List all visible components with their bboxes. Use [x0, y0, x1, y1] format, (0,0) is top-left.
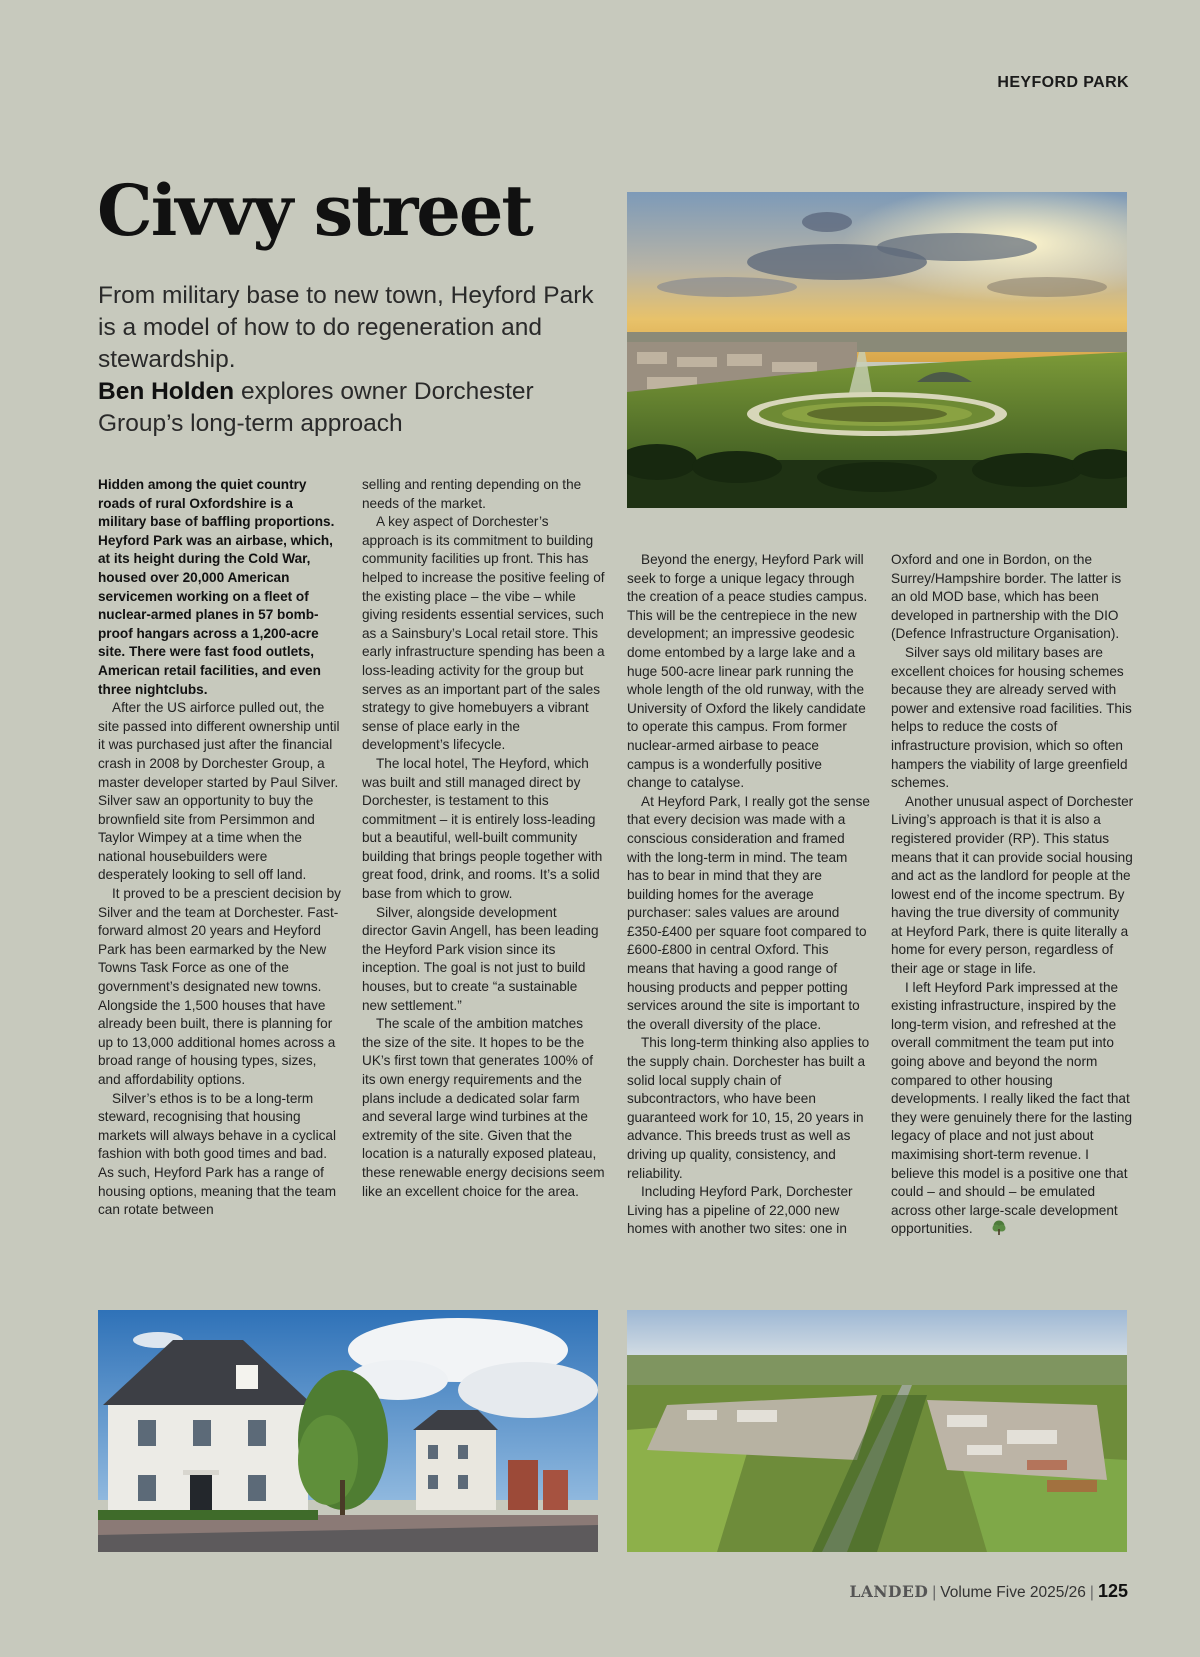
- author-name: Ben Holden: [98, 378, 235, 405]
- paragraph: Oxford and one in Bordon, on the Surrey/Hampshire border. The latter is an old MOD base, which has been developed in partnership with the DIO (Defence Infrastructure Organisation).: [891, 552, 1122, 642]
- houses-illustration: [98, 1310, 598, 1552]
- body-column-3: [627, 551, 870, 1239]
- paragraph: The local hotel, The Heyford, which was built and still managed direct by Dorchester, is testament to this commitment – it is entirely loss-leading but a beautiful, well-built community building that brings people together with great food, drink, and rooms. It’s a solid base from which to grow.: [362, 755, 603, 902]
- section-tag: HEYFORD PARK: [997, 74, 1129, 91]
- standfirst-tail: explores owner Dorchester Group’s long-term approach: [98, 378, 534, 437]
- paragraph: Beyond the energy, Heyford Park will seek to forge a unique legacy through the creation of a peace studies campus. This will be the centrepiece in the new development; an impressive geodesic dome entombed by a large lake and a huge 500-acre linear park running the whole length of the old runway, with the University of Oxford the likely candidate to operate this campus. From former nuclear-armed airbase to peace campus is a wonderfully positive change to catalyse.: [627, 552, 868, 791]
- paragraph: At Heyford Park, I really got the sense that every decision was made with a conscious consideration and framed with the long-term in mind. The team has to bear in mind that they are building homes for the average purchaser: sales values are around £350-£400 per square foot compared to £600-£800 in central Oxford. This means that having a good range of housing products and pepper potting services around the site is important to the overall diversity of the place.: [627, 793, 870, 1032]
- paragraph: After the US airforce pulled out, the site passed into different ownership until it was purchased just after the financial crash in 2008 by Dorchester Group, a master developer started by Paul Silver. Silver saw an opportunity to buy the brownfield site from Persimmon and Taylor Wimpey at a time when the national housebuilders were desperately looking to sell off land.: [98, 700, 340, 883]
- houses-image: [98, 1310, 598, 1552]
- body-column-4: [891, 551, 1134, 1242]
- body-column-1: [98, 476, 341, 1220]
- tree-icon: [977, 1220, 1007, 1242]
- body-column-2: [362, 476, 605, 1201]
- page-number: 125: [1097, 1581, 1128, 1601]
- page-footer: [849, 1581, 1128, 1602]
- magazine-brand: LANDED: [849, 1582, 929, 1601]
- standfirst-intro: From military base to new town, Heyford Park is a model of how to do regeneration and stewardship.: [98, 282, 594, 373]
- standfirst: [98, 280, 608, 440]
- paragraph: It proved to be a prescient decision by Silver and the team at Dorchester. Fast-forward almost 20 years and Heyford Park has been earmarked by the New Towns Task Force as one of the government’s designated new towns. Alongside the 1,500 houses that have already been built, there is planning for up to 13,000 additional homes across a broad range of housing types, sizes, and affordability options.: [98, 886, 341, 1087]
- paragraph: A key aspect of Dorchester’s approach is its commitment to building community facilities up front. This has helped to increase the positive feeling of the existing place – the vibe – while giving residents essential services, such as a Sainsbury’s Local retail store. This early infrastructure spending has been a loss-leading activity for the group but serves as an important part of the sales strategy to give homebuyers a vibrant sense of place early in the development’s lifecycle.: [362, 514, 605, 753]
- footer-separator: |: [1089, 1584, 1094, 1601]
- volume-label: Volume Five 2025/26: [940, 1584, 1086, 1601]
- hero-illustration: [627, 192, 1127, 508]
- lead-paragraph: Hidden among the quiet country roads of rural Oxfordshire is a military base of baffling proportions. Heyford Park was an airbase, which, at its height during the Cold War, housed over 20,000 American servicemen working on a fleet of nuclear-armed planes in 57 bomb-proof hangars across a 1,200-acre site. There were fast food outlets, American retail facilities, and even three nightclubs.: [98, 477, 335, 697]
- closing-paragraph-text: I left Heyford Park impressed at the existing infrastructure, inspired by the long-term vision, and refreshed at the overall commitment the team put into going above and beyond the norm compared to other housing developments. I really liked the fact that they were genuinely there for the lasting legacy of place and not just about maximising short-term revenue. I believe this model is a positive one that could – and should – be emulated across other large-scale development opportunities.: [891, 979, 1133, 1237]
- footer-separator: |: [932, 1584, 937, 1601]
- paragraph: The scale of the ambition matches the size of the site. It hopes to be the UK’s first town that generates 100% of its own energy requirements and the plans include a dedicated solar farm and several large wind turbines at the extremity of the site. Given that the location is a naturally exposed plateau, these renewable energy decisions seem like an excellent choice for the area.: [362, 1016, 605, 1199]
- paragraph: Another unusual aspect of Dorchester Living’s approach is that it is also a registered provider (RP). This status means that it can provide social housing and act as the landlord for people at the lowest end of the income spectrum. By having the true diversity of community at Heyford Park, there is quite literally a home for every person, regardless of their age or stage in life.: [891, 793, 1134, 977]
- paragraph: [891, 979, 1134, 1242]
- paragraph: Including Heyford Park, Dorchester Living has a pipeline of 22,000 new homes with another two sites: one in: [627, 1184, 853, 1237]
- hero-image: [627, 192, 1127, 508]
- paragraph: Silver, alongside development director Gavin Angell, has been leading the Heyford Park vision since its inception. The goal is not just to build houses, but to create “a sustainable new settlement.”: [362, 904, 599, 1013]
- paragraph: Silver’s ethos is to be a long-term steward, recognising that housing markets will always behave in a cyclical fashion with both good times and bad. As such, Heyford Park has a range of housing options, meaning that the team can rotate between: [98, 1090, 337, 1218]
- aerial-illustration: [627, 1310, 1127, 1552]
- paragraph: Silver says old military bases are excellent choices for housing schemes because they are already served with power and extensive road facilities. This helps to reduce the costs of infrastructure provision, which so often hampers the viability of large greenfield schemes.: [891, 644, 1132, 791]
- aerial-image: [627, 1310, 1127, 1552]
- paragraph: selling and renting depending on the needs of the market.: [362, 477, 582, 511]
- paragraph: This long-term thinking also applies to the supply chain. Dorchester has built a solid local supply chain of subcontractors, who have been guaranteed work for 10, 15, 20 years in advance. This breeds trust as well as driving up quality, consistency, and reliability.: [627, 1035, 870, 1181]
- article-title: Civvy street: [97, 169, 532, 252]
